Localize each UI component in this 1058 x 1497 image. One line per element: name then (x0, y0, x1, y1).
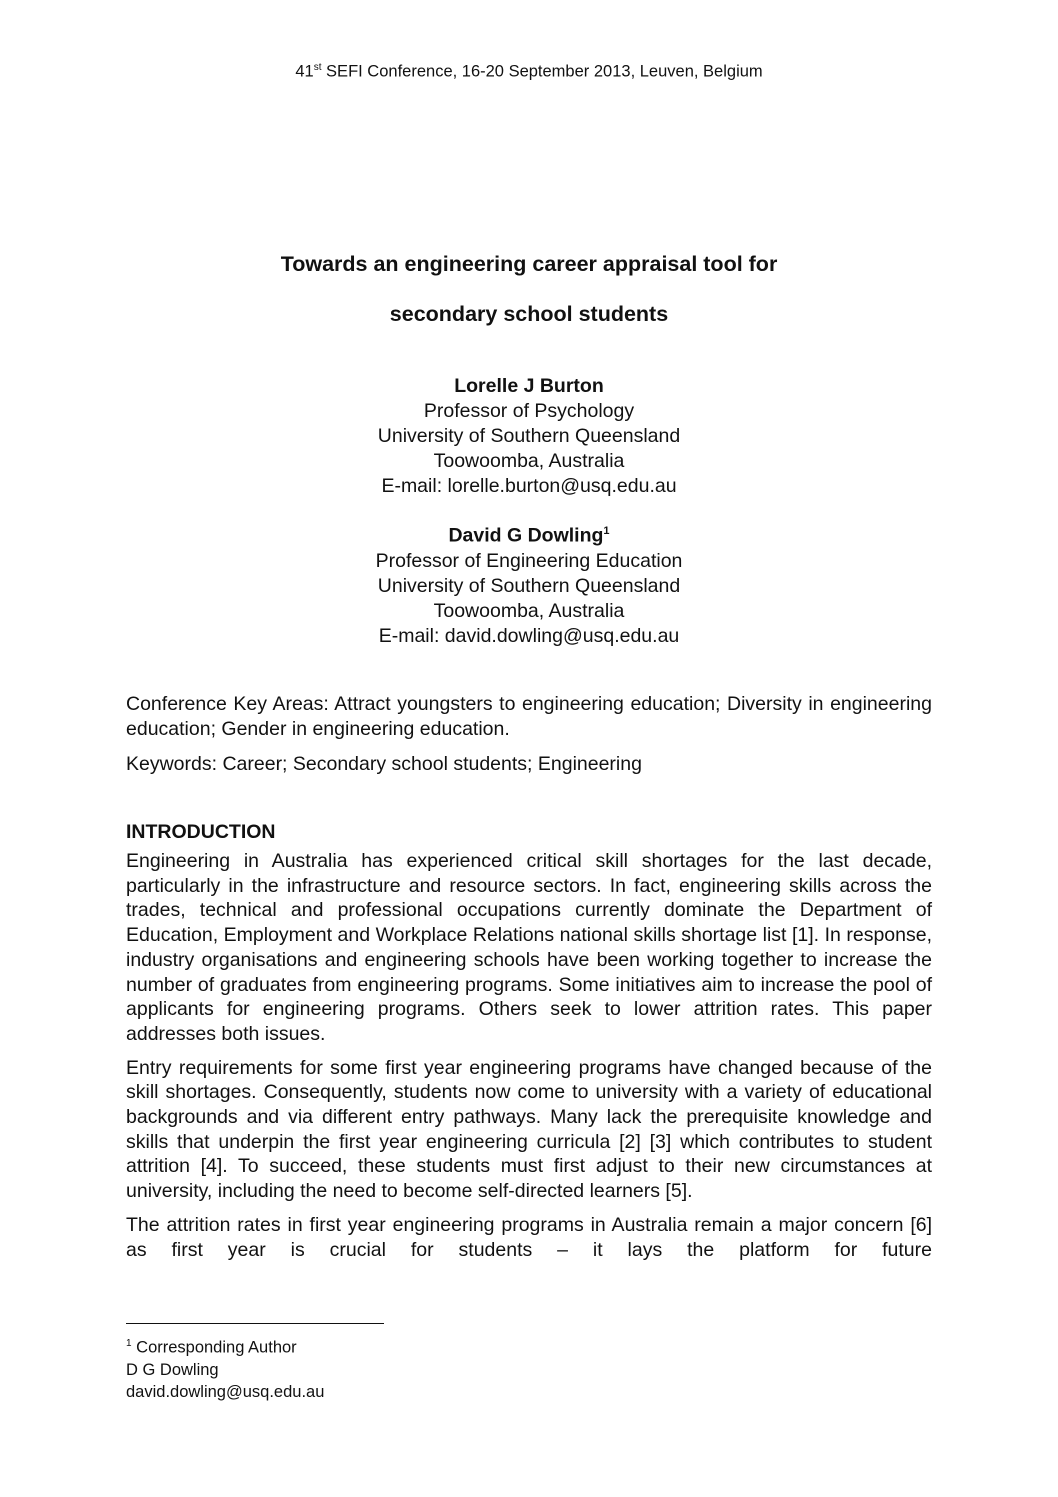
author-role: Professor of Psychology (423, 400, 635, 422)
footnote-mark: 1 (126, 1338, 132, 1349)
author-name: Lorelle J Burton (454, 375, 604, 397)
keywords-text: Keywords: Career; Secondary school students; Engineering (126, 753, 642, 775)
keywords (126, 752, 932, 777)
footnote (126, 1333, 324, 1403)
author-role: Professor of Engineering Education (375, 549, 683, 572)
author-email: E-mail: lorelle.burton@usq.edu.au (381, 475, 677, 497)
author-affiliation: University of Southern Queensland (377, 425, 681, 447)
running-header (0, 62, 1058, 82)
key-areas-text: Conference Key Areas: Attract youngsters to engineering education; Diversity in engineering education; Gender in engineering education. (126, 693, 932, 740)
footnote-line-1 (126, 1333, 324, 1359)
footnote-line-2: D G Dowling (126, 1360, 219, 1379)
intro-paragraph-3: The attrition rates in first year engineering programs in Australia remain a major concern [6] as first year is crucial for students – it lays the platform for future (126, 1213, 932, 1261)
footnote-line-3: david.dowling@usq.edu.au (126, 1382, 325, 1401)
footnote-divider (126, 1323, 384, 1324)
header-ordinal-suffix: st (313, 62, 322, 73)
title-line-1: Towards an engineering career appraisal tool for (280, 252, 778, 276)
footnote-label: Corresponding Author (131, 1338, 297, 1357)
footnote-marker: 1 (603, 525, 610, 537)
paper-title (0, 239, 1058, 339)
header-text: SEFI Conference, 16-20 September 2013, Leuven, Belgium (321, 62, 763, 81)
author-location: Toowoomba, Australia (433, 450, 625, 472)
author-email: E-mail: david.dowling@usq.edu.au (378, 624, 680, 647)
introduction-body (126, 849, 932, 1262)
author-name (0, 519, 1058, 549)
header-ordinal: 41 (295, 62, 314, 81)
author-location: Toowoomba, Australia (433, 599, 625, 622)
conference-key-areas (126, 692, 932, 741)
title-line-2: secondary school students (389, 302, 669, 326)
author-block-1 (0, 374, 1058, 499)
author-name-text: David G Dowling (448, 524, 604, 547)
author-block-2 (0, 519, 1058, 649)
section-heading-introduction: INTRODUCTION (126, 821, 276, 843)
intro-paragraph-1: Engineering in Australia has experienced critical skill shortages for the last decade, particularly in the infrastructure and resource sectors. In fact, engineering skills across the trades, technical and professional occupations currently dominate the Department of Education, Employment and Workplace Relations national skills shortage list [1]. In response, industry organisations and engineering schools have been working together to increase the number of graduates from engineering programs. Some initiatives aim to increase the pool of applicants for engineering programs. Others seek to lower attrition rates. This paper addresses both issues. (126, 850, 932, 1045)
intro-paragraph-2: Entry requirements for some first year engineering programs have changed because of the skill shortages. Consequently, students now come to university with a variety of educational backgrounds and via different entry pathways. Many lack the prerequisite knowledge and skills that underpin the first year engineering curricula [2] [3] which contributes to student attrition [4]. To succeed, these students must first adjust to their new circumstances at university, including the need to become self-directed learners [5]. (126, 1056, 932, 1203)
author-affiliation: University of Southern Queensland (377, 574, 681, 597)
